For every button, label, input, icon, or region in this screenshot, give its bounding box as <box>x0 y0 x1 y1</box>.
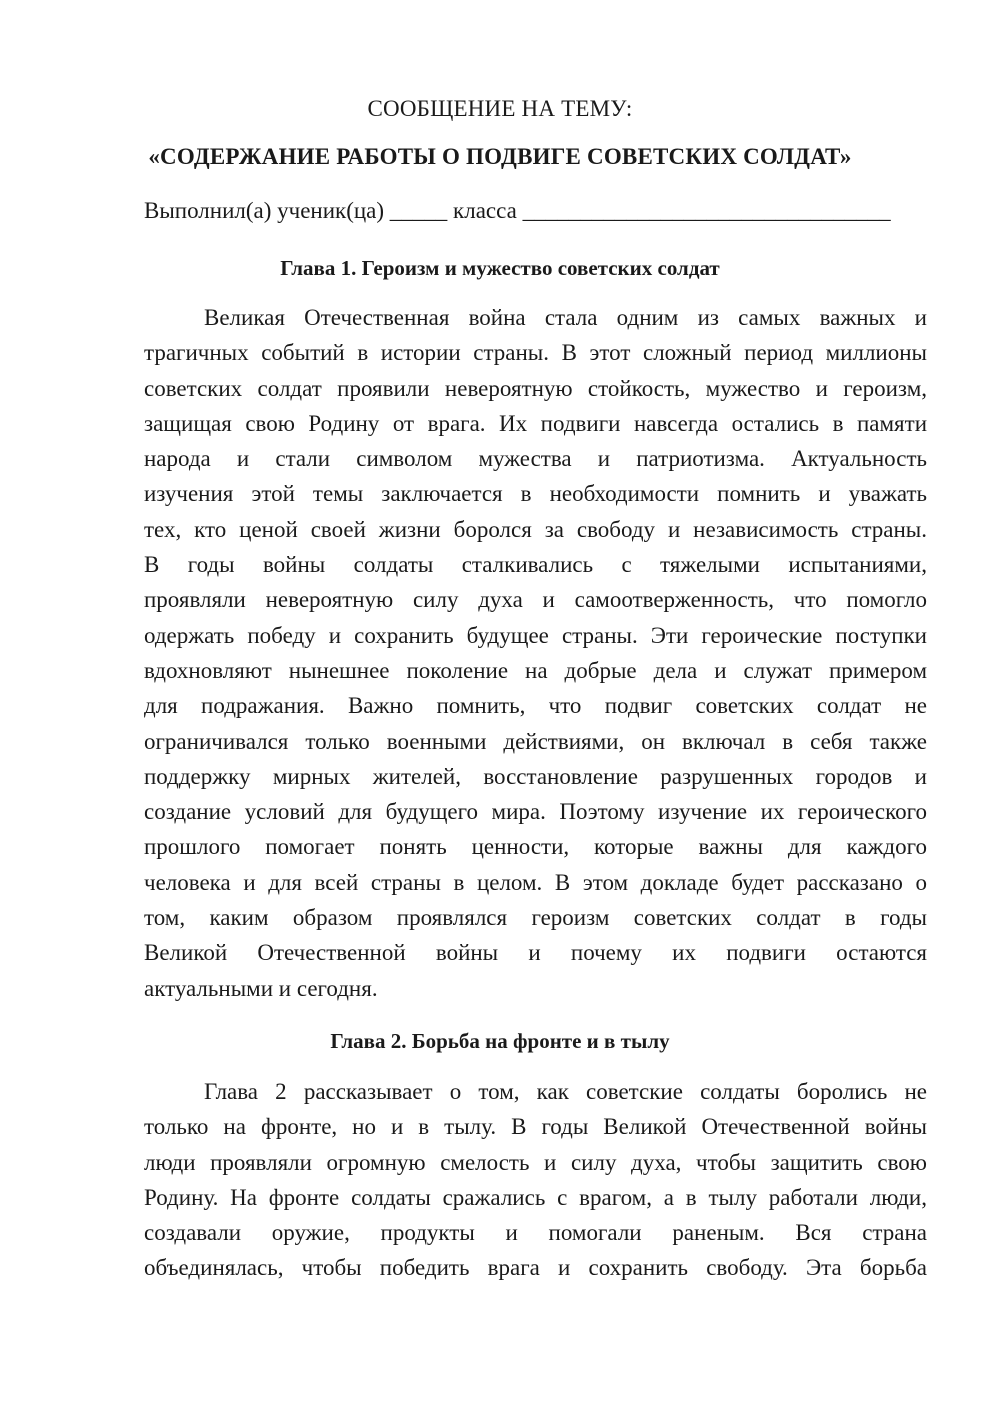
paragraph-line: прошлого помогает понять ценности, которые важны для каждого <box>144 834 927 860</box>
paragraph-line: В годы войны солдаты сталкивались с тяжелыми испытаниями, <box>144 552 927 578</box>
paragraph-line: проявляли невероятную силу духа и самоотверженность, что помогло <box>144 587 927 613</box>
report-type-heading: СООБЩЕНИЕ НА ТЕМУ: <box>367 96 633 121</box>
paragraph-line: тех, кто ценой своей жизни боролся за свободу и независимость страны. <box>144 516 927 542</box>
paragraph-line: народа и стали символом мужества и патриотизма. Актуальность <box>144 446 927 472</box>
paragraph-line: вдохновляют нынешнее поколение на добрые дела и служат примером <box>144 657 927 683</box>
paragraph-line: Глава 2 рассказывает о том, как советские солдаты боролись не <box>204 1079 927 1104</box>
paragraph-line: создавали оружие, продукты и помогали раненым. Вся страна <box>144 1220 927 1246</box>
chapter-2-title: Глава 2. Борьба на фронте и в тылу <box>330 1029 670 1053</box>
paragraph-line: защищая свою Родину от врага. Их подвиги навсегда остались в памяти <box>144 410 927 436</box>
paragraph-line: актуальными и сегодня. <box>144 975 378 1001</box>
paragraph-line: одержать победу и сохранить будущее страны. Эти героические поступки <box>144 622 927 648</box>
paragraph-line: человека и для всей страны в целом. В этом докладе будет рассказано о <box>144 869 927 895</box>
paragraph-line: изучения этой темы заключается в необходимости помнить и уважать <box>144 481 927 507</box>
paragraph-line: поддержку мирных жителей, восстановление разрушенных городов и <box>144 763 927 789</box>
report-title: «СОДЕРЖАНИЕ РАБОТЫ О ПОДВИГЕ СОВЕТСКИХ СОЛДАТ» <box>148 144 852 169</box>
paragraph-line: люди проявляли огромную смелость и силу духа, чтобы защитить свою <box>144 1149 927 1175</box>
paragraph-line: трагичных событий в истории страны. В этот сложный период миллионы <box>144 340 927 366</box>
author-line: Выполнил(а) ученик(ца) _____ класса ________________________________ <box>144 198 891 223</box>
paragraph-line: советских солдат проявили невероятную стойкость, мужество и героизм, <box>144 375 927 401</box>
chapter-1-paragraph <box>144 300 927 1006</box>
paragraph-line: ограничивался только военными действиями, он включал в себя также <box>144 728 927 754</box>
paragraph-line: объединялась, чтобы победить врага и сохранить свободу. Эта борьба <box>144 1255 927 1281</box>
chapter-2-paragraph <box>144 1074 927 1286</box>
paragraph-line: Великой Отечественной войны и почему их подвиги остаются <box>144 940 927 966</box>
chapter-1-title: Глава 1. Героизм и мужество советских солдат <box>280 256 720 280</box>
paragraph-line: том, каким образом проявлялся героизм советских солдат в годы <box>144 905 927 931</box>
paragraph-line: для подражания. Важно помнить, что подвиг советских солдат не <box>144 693 927 719</box>
paragraph-line: создание условий для будущего мира. Поэтому изучение их героического <box>144 799 927 825</box>
paragraph-line: Великая Отечественная война стала одним из самых важных и <box>204 305 927 330</box>
paragraph-line: только на фронте, но и в тылу. В годы Великой Отечественной войны <box>144 1114 927 1140</box>
paragraph-line: Родину. На фронте солдаты сражались с врагом, а в тылу работали люди, <box>144 1184 927 1210</box>
